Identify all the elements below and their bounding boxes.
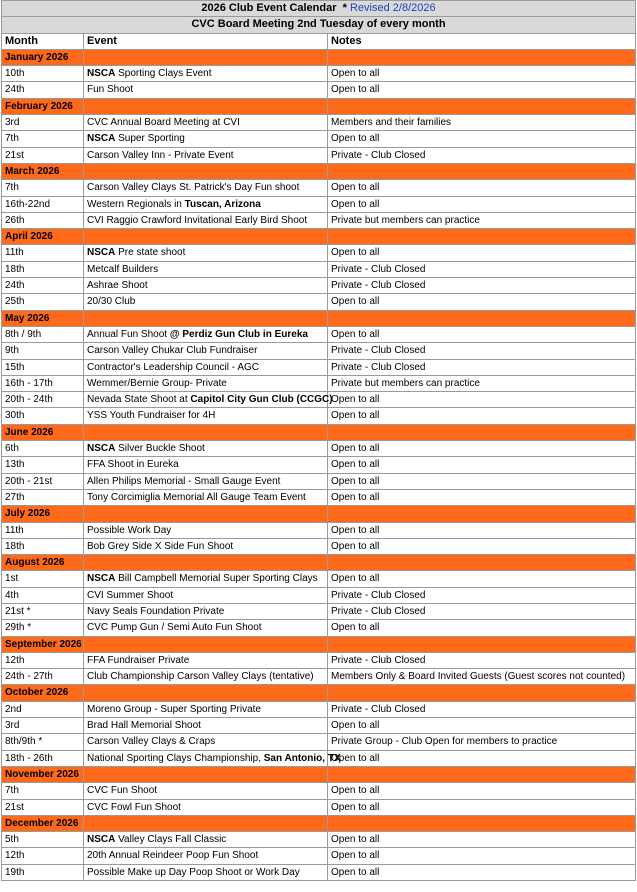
event-calendar-table: [1, 0, 636, 881]
event-row: [2, 359, 636, 375]
event-row: [2, 261, 636, 277]
event-notes: Private but members can practice: [328, 212, 636, 228]
event-date: 11th: [2, 245, 84, 261]
event-text: Allen Philips Memorial - Small Gauge Event: [87, 475, 281, 487]
event-name: [84, 212, 328, 228]
month-name: January 2026: [2, 49, 84, 65]
board-meeting-subtitle: CVC Board Meeting 2nd Tuesday of every month: [2, 17, 636, 33]
event-row: [2, 848, 636, 864]
event-name: [84, 701, 328, 717]
event-row: [2, 799, 636, 815]
month-empty-cell: [84, 49, 328, 65]
event-name: [84, 652, 328, 668]
event-name: [84, 669, 328, 685]
event-date: 1st: [2, 571, 84, 587]
event-date: 19th: [2, 864, 84, 880]
event-name: [84, 343, 328, 359]
event-date: 7th: [2, 180, 84, 196]
event-date: 9th: [2, 343, 84, 359]
event-text: Metcalf Builders: [87, 263, 159, 275]
title-row: [2, 1, 636, 17]
event-name: [84, 489, 328, 505]
event-date: 18th: [2, 261, 84, 277]
event-date: 29th *: [2, 620, 84, 636]
event-row: [2, 343, 636, 359]
event-name: [84, 783, 328, 799]
event-date: 12th: [2, 848, 84, 864]
event-notes: Open to all: [328, 294, 636, 310]
event-notes: Open to all: [328, 864, 636, 880]
event-text: Club Championship Carson Valley Clays (tentative): [87, 671, 314, 683]
event-row: [2, 82, 636, 98]
event-name: [84, 180, 328, 196]
month-empty-cell: [84, 685, 328, 701]
event-date: 12th: [2, 652, 84, 668]
month-name: February 2026: [2, 98, 84, 114]
event-date: 16th - 17th: [2, 375, 84, 391]
event-row: [2, 489, 636, 505]
event-notes: Open to all: [328, 457, 636, 473]
event-bold-prefix: NSCA: [87, 247, 116, 259]
event-text: Bill Campbell Memorial Super Sporting Clays: [115, 573, 318, 585]
month-empty-cell: [84, 163, 328, 179]
event-notes: Open to all: [328, 392, 636, 408]
month-empty-cell: [328, 636, 636, 652]
event-date: 8th/9th *: [2, 734, 84, 750]
event-text: CVI Summer Shoot: [87, 589, 174, 601]
month-empty-cell: [84, 424, 328, 440]
event-row: [2, 212, 636, 228]
event-notes: Open to all: [328, 131, 636, 147]
event-row: [2, 278, 636, 294]
month-row: [2, 555, 636, 571]
month-row: [2, 424, 636, 440]
event-text: Possible Work Day: [87, 524, 172, 536]
event-name: [84, 864, 328, 880]
event-name: [84, 115, 328, 131]
event-text: Brad Hall Memorial Shoot: [87, 720, 201, 732]
month-empty-cell: [84, 766, 328, 782]
event-text: FFA Shoot in Eureka: [87, 459, 179, 471]
month-name: August 2026: [2, 555, 84, 571]
event-date: 24th: [2, 82, 84, 98]
event-notes: Members Only & Board Invited Guests (Guest scores not counted): [328, 669, 636, 685]
event-row: [2, 603, 636, 619]
month-empty-cell: [84, 229, 328, 245]
event-row: [2, 538, 636, 554]
event-notes: Private Group - Club Open for members to practice: [328, 734, 636, 750]
event-date: 13th: [2, 457, 84, 473]
event-text: 20th Annual Reindeer Poop Fun Shoot: [87, 850, 259, 862]
event-text: Moreno Group - Super Sporting Private: [87, 703, 261, 715]
event-text: YSS Youth Fundraiser for 4H: [87, 410, 216, 422]
event-date: 15th: [2, 359, 84, 375]
month-empty-cell: [328, 506, 636, 522]
event-row: [2, 473, 636, 489]
event-date: 25th: [2, 294, 84, 310]
event-name: [84, 294, 328, 310]
event-notes: Open to all: [328, 326, 636, 342]
event-row: [2, 408, 636, 424]
month-row: [2, 766, 636, 782]
month-name: September 2026: [2, 636, 84, 652]
event-date: 2nd: [2, 701, 84, 717]
event-row: [2, 718, 636, 734]
event-name: [84, 734, 328, 750]
month-empty-cell: [328, 163, 636, 179]
event-text: Contractor's Leadership Council - AGC: [87, 361, 259, 373]
event-row: [2, 294, 636, 310]
event-row: [2, 457, 636, 473]
event-row: [2, 864, 636, 880]
calendar-title: [2, 1, 636, 17]
event-row: [2, 701, 636, 717]
event-name: [84, 441, 328, 457]
event-notes: Open to all: [328, 473, 636, 489]
month-empty-cell: [84, 815, 328, 831]
event-text: CVI Raggio Crawford Invitational Early Bird Shoot: [87, 214, 308, 226]
event-text: Pre state shoot: [115, 247, 186, 259]
event-notes: Open to all: [328, 82, 636, 98]
event-name: [84, 603, 328, 619]
event-text: Bob Grey Side X Side Fun Shoot: [87, 540, 234, 552]
month-empty-cell: [84, 555, 328, 571]
event-notes: Open to all: [328, 799, 636, 815]
event-row: [2, 326, 636, 342]
event-text: National Sporting Clays Championship,: [87, 752, 264, 764]
event-row: [2, 652, 636, 668]
event-row: [2, 375, 636, 391]
event-notes: Private - Club Closed: [328, 652, 636, 668]
event-bold-location: Capitol City Gun Club (CCGC): [190, 394, 333, 406]
event-name: [84, 832, 328, 848]
column-header-month: Month: [2, 33, 84, 49]
month-empty-cell: [328, 310, 636, 326]
event-date: 21st: [2, 799, 84, 815]
event-date: 7th: [2, 783, 84, 799]
event-text: Sporting Clays Event: [115, 68, 212, 80]
event-notes: Private - Club Closed: [328, 359, 636, 375]
event-notes: Open to all: [328, 538, 636, 554]
month-empty-cell: [84, 506, 328, 522]
event-notes: Open to all: [328, 489, 636, 505]
month-row: [2, 815, 636, 831]
event-text: Nevada State Shoot at: [87, 394, 191, 406]
event-name: [84, 326, 328, 342]
event-name: [84, 620, 328, 636]
month-empty-cell: [328, 685, 636, 701]
month-row: [2, 685, 636, 701]
event-date: 18th - 26th: [2, 750, 84, 766]
month-row: [2, 636, 636, 652]
event-text: Wemmer/Bernie Group- Private: [87, 377, 227, 389]
event-notes: Open to all: [328, 750, 636, 766]
event-name: [84, 392, 333, 408]
event-notes: Private - Club Closed: [328, 278, 636, 294]
event-row: [2, 115, 636, 131]
event-text: Carson Valley Clays St. Patrick's Day Fun shoot: [87, 182, 300, 194]
month-empty-cell: [328, 49, 636, 65]
column-header-notes: Notes: [328, 33, 636, 49]
event-row: [2, 196, 636, 212]
event-name: [84, 750, 341, 766]
event-date: 18th: [2, 538, 84, 554]
event-name: [84, 571, 328, 587]
event-bold-location: San Antonio, TX: [263, 752, 341, 764]
title-asterisk: *: [342, 2, 347, 14]
event-name: [84, 66, 328, 82]
event-row: [2, 441, 636, 457]
event-name: [84, 718, 328, 734]
month-name: May 2026: [2, 310, 84, 326]
month-empty-cell: [328, 766, 636, 782]
month-empty-cell: [84, 98, 328, 114]
event-text: Fun Shoot: [87, 84, 134, 96]
event-date: 11th: [2, 522, 84, 538]
event-bold-prefix: NSCA: [87, 443, 116, 455]
month-row: [2, 49, 636, 65]
event-notes: Open to all: [328, 196, 636, 212]
event-text: Silver Buckle Shoot: [115, 443, 205, 455]
event-text: Super Sporting: [115, 133, 185, 145]
month-name: April 2026: [2, 229, 84, 245]
event-text: Carson Valley Chukar Club Fundraiser: [87, 345, 258, 357]
event-date: 4th: [2, 587, 84, 603]
event-name: [84, 522, 328, 538]
event-name: [84, 587, 328, 603]
event-row: [2, 66, 636, 82]
event-date: 26th: [2, 212, 84, 228]
event-bold-prefix: NSCA: [87, 133, 116, 145]
column-header-event: Event: [84, 33, 328, 49]
event-text: Carson Valley Clays & Craps: [87, 736, 216, 748]
event-row: [2, 734, 636, 750]
event-notes: Private - Club Closed: [328, 701, 636, 717]
event-notes: Members and their families: [328, 115, 636, 131]
month-name: March 2026: [2, 163, 84, 179]
event-date: 24th - 27th: [2, 669, 84, 685]
event-text: CVC Fun Shoot: [87, 785, 158, 797]
month-empty-cell: [328, 555, 636, 571]
event-date: 21st *: [2, 603, 84, 619]
month-row: [2, 163, 636, 179]
event-row: [2, 571, 636, 587]
subtitle-row: [2, 17, 636, 33]
event-notes: Open to all: [328, 408, 636, 424]
event-name: [84, 245, 328, 261]
event-text: Navy Seals Foundation Private: [87, 605, 225, 617]
month-name: July 2026: [2, 506, 84, 522]
event-name: [84, 473, 328, 489]
title-text: 2026 Club Event Calendar: [201, 2, 337, 14]
event-name: [84, 408, 328, 424]
event-date: 3rd: [2, 718, 84, 734]
month-name: October 2026: [2, 685, 84, 701]
month-row: [2, 229, 636, 245]
event-text: Tony Corcimiglia Memorial All Gauge Team Event: [87, 491, 306, 503]
event-name: [84, 261, 328, 277]
event-date: 16th-22nd: [2, 196, 84, 212]
event-text: CVC Fowl Fun Shoot: [87, 801, 181, 813]
event-notes: Private - Club Closed: [328, 603, 636, 619]
event-text: CVC Pump Gun / Semi Auto Fun Shoot: [87, 622, 262, 634]
event-notes: Open to all: [328, 783, 636, 799]
event-row: [2, 587, 636, 603]
event-date: 24th: [2, 278, 84, 294]
event-date: 8th / 9th: [2, 326, 84, 342]
event-row: [2, 832, 636, 848]
event-row: [2, 245, 636, 261]
event-row: [2, 392, 636, 408]
event-notes: Open to all: [328, 571, 636, 587]
event-notes: Open to all: [328, 832, 636, 848]
event-bold-prefix: NSCA: [87, 68, 116, 80]
event-notes: Private - Club Closed: [328, 147, 636, 163]
month-empty-cell: [328, 229, 636, 245]
event-row: [2, 750, 636, 766]
event-row: [2, 180, 636, 196]
event-text: Valley Clays Fall Classic: [115, 834, 227, 846]
event-text: 20/30 Club: [87, 296, 136, 308]
event-bold-location: Tuscan, Arizona: [184, 198, 261, 210]
event-row: [2, 783, 636, 799]
event-name: [84, 82, 328, 98]
event-row: [2, 620, 636, 636]
event-date: 10th: [2, 66, 84, 82]
event-notes: Open to all: [328, 441, 636, 457]
event-notes: Open to all: [328, 66, 636, 82]
header-row: [2, 33, 636, 49]
event-text: Possible Make up Day Poop Shoot or Work Day: [87, 866, 300, 878]
event-date: 21st: [2, 147, 84, 163]
event-notes: Private - Club Closed: [328, 587, 636, 603]
event-name: [84, 131, 328, 147]
revised-date: Revised 2/8/2026: [349, 2, 436, 14]
event-row: [2, 131, 636, 147]
event-notes: Open to all: [328, 848, 636, 864]
event-text: CVC Annual Board Meeting at CVI: [87, 117, 240, 129]
event-row: [2, 147, 636, 163]
event-notes: Open to all: [328, 180, 636, 196]
event-date: 27th: [2, 489, 84, 505]
event-row: [2, 669, 636, 685]
event-name: [84, 375, 328, 391]
month-empty-cell: [84, 310, 328, 326]
event-name: [84, 196, 328, 212]
month-row: [2, 310, 636, 326]
event-text: Ashrae Shoot: [87, 280, 148, 292]
event-date: 7th: [2, 131, 84, 147]
event-text: FFA Fundraiser Private: [87, 654, 190, 666]
event-name: [84, 799, 328, 815]
event-bold-prefix: NSCA: [87, 573, 116, 585]
event-date: 6th: [2, 441, 84, 457]
event-notes: Open to all: [328, 718, 636, 734]
event-date: 5th: [2, 832, 84, 848]
event-name: [84, 359, 328, 375]
event-date: 30th: [2, 408, 84, 424]
event-name: [84, 538, 328, 554]
event-bold-location: @ Perdiz Gun Club in Eureka: [169, 328, 308, 340]
month-name: December 2026: [2, 815, 84, 831]
event-text: Annual Fun Shoot: [87, 328, 170, 340]
month-name: June 2026: [2, 424, 84, 440]
month-empty-cell: [328, 98, 636, 114]
event-bold-prefix: NSCA: [87, 834, 116, 846]
event-name: [84, 147, 328, 163]
event-row: [2, 522, 636, 538]
event-notes: Open to all: [328, 245, 636, 261]
event-notes: Private but members can practice: [328, 375, 636, 391]
month-name: November 2026: [2, 766, 84, 782]
event-notes: Open to all: [328, 620, 636, 636]
month-row: [2, 506, 636, 522]
month-row: [2, 98, 636, 114]
event-name: [84, 457, 328, 473]
month-empty-cell: [328, 424, 636, 440]
event-notes: Open to all: [328, 522, 636, 538]
event-date: 20th - 24th: [2, 392, 84, 408]
event-date: 3rd: [2, 115, 84, 131]
month-empty-cell: [328, 815, 636, 831]
event-notes: Private - Club Closed: [328, 343, 636, 359]
event-date: 20th - 21st: [2, 473, 84, 489]
event-text: Carson Valley Inn - Private Event: [87, 149, 234, 161]
event-name: [84, 278, 328, 294]
event-notes: Private - Club Closed: [328, 261, 636, 277]
event-text: Western Regionals in: [87, 198, 185, 210]
event-name: [84, 848, 328, 864]
month-empty-cell: [84, 636, 328, 652]
